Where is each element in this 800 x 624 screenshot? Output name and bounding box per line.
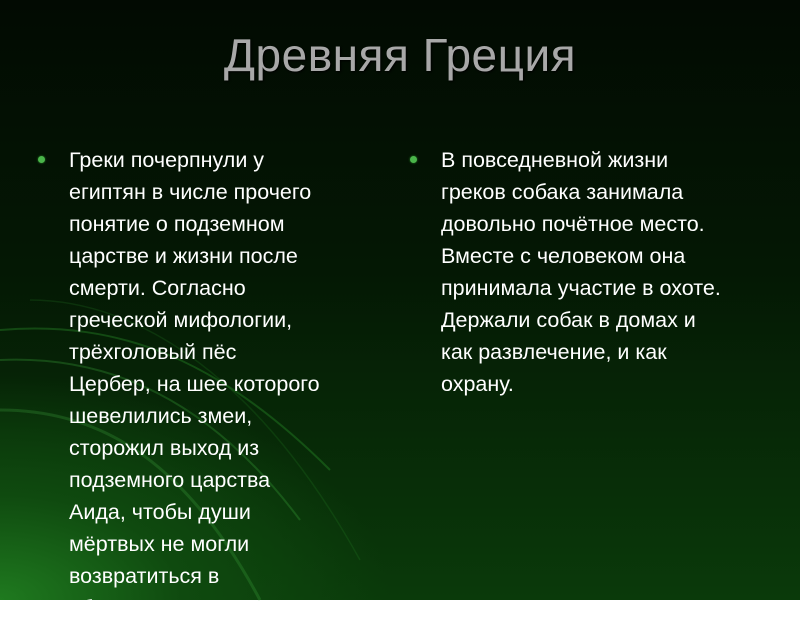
bullet-dot-icon	[38, 156, 45, 163]
left-column-text: Греки почерпнули у египтян в числе прочего понятие о подземном царстве и жизни после смерти. Согласно греческой мифологии, трёхголовый пёс Цербер, на шее которого шевелились змеи, сторожил выход из подземного царства Аида, чтобы души мёртвых не могли возвратиться в общество живых.	[69, 148, 320, 620]
bullet-dot-icon	[410, 156, 417, 163]
right-column-text: В повседневной жизни греков собака занимала довольно почётное место. Вместе с человеком она принимала участие в охоте. Держали собак в домах и как развлечение, и как охрану.	[441, 148, 721, 396]
right-column	[410, 144, 790, 400]
left-column	[38, 144, 398, 624]
slide-title: Древняя Греция	[223, 29, 577, 81]
